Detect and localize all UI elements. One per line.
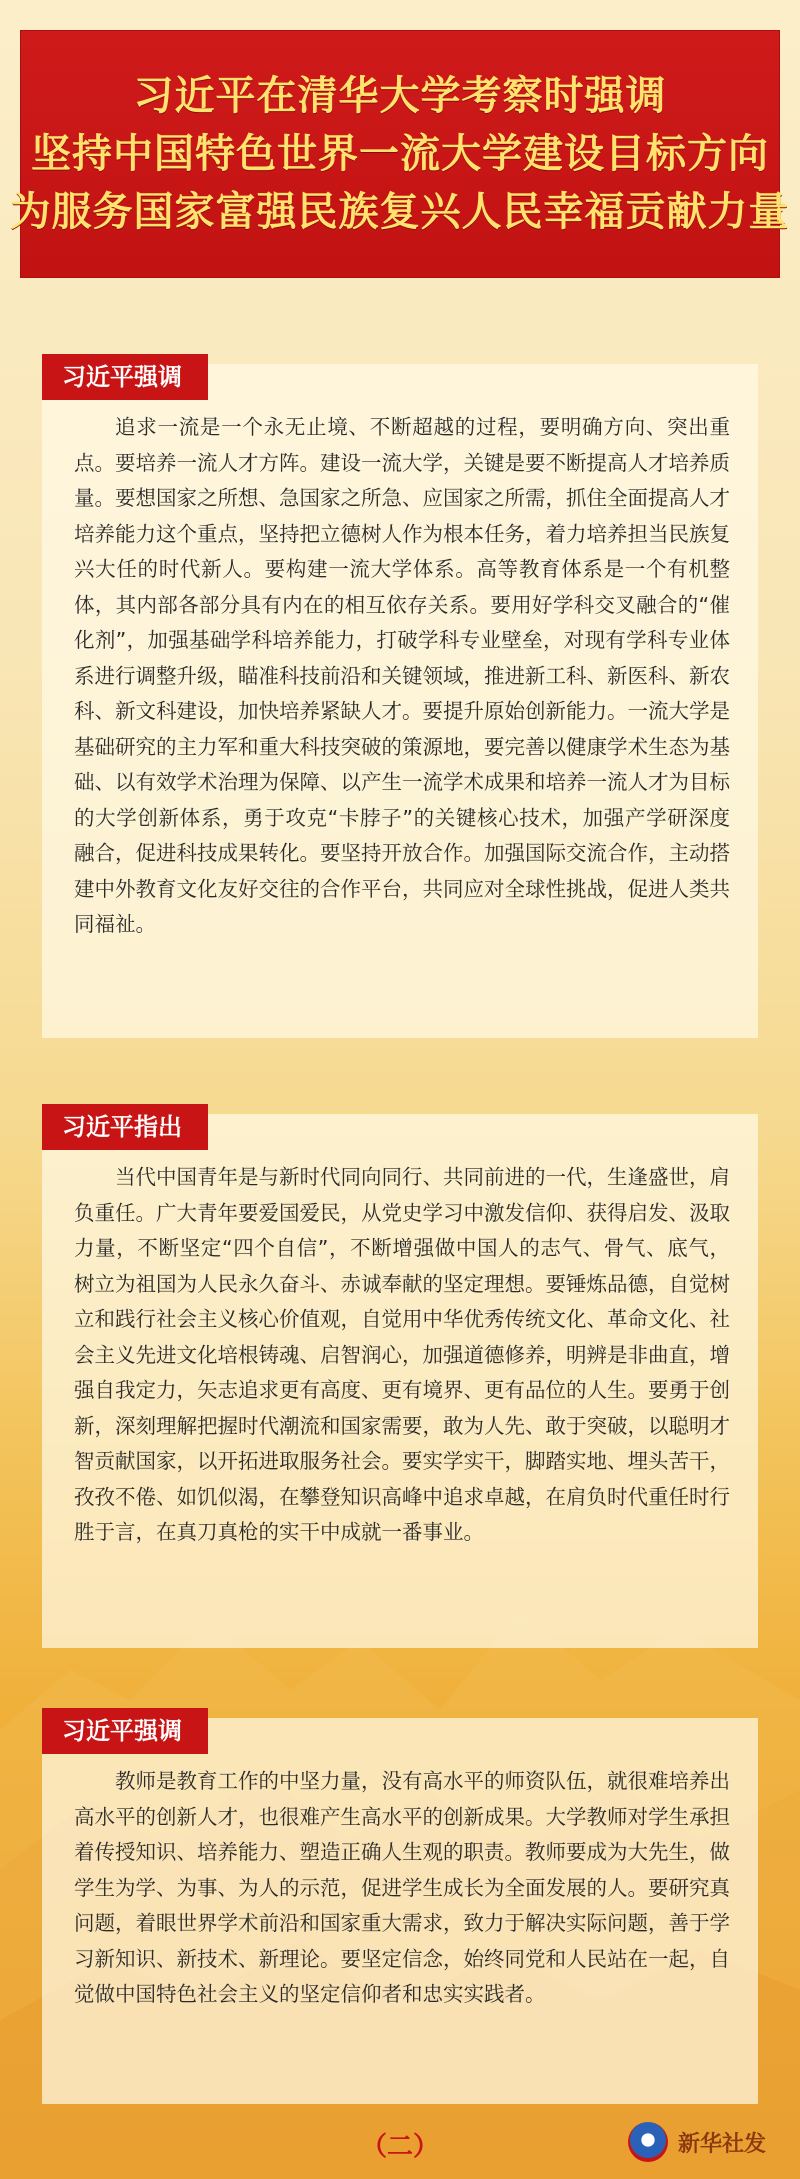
brand bbox=[628, 2122, 766, 2162]
footer bbox=[0, 2118, 800, 2168]
section-tag: 习近平指出 bbox=[42, 1104, 208, 1150]
section-points-out bbox=[42, 1104, 758, 1648]
brand-name: 新华社发 bbox=[677, 2131, 766, 2157]
title-line-3: 为服务国家富强民族复兴人民幸福贡献力量 bbox=[10, 189, 790, 235]
page-number: （二） bbox=[360, 2132, 439, 2162]
section-paragraph: 追求一流是一个永无止境、不断超越的过程，要明确方向、突出重点。要培养一流人才方阵。建设一流大学，关键是要不断提高人才培养质量。要想国家之所想、急国家之所急、应国家之所需，抓住全面提高人才培养能力这个重点，坚持把立德树人作为根本任务，着力培养担当民族复兴大任的时代新人。要构建一流大学体系。高等教育体系是一个有机整体，其内部各部分具有内在的相互依存关系。要用好学科交叉融合的“催化剂”，加强基础学科培养能力，打破学科专业壁垒，对现有学科专业体系进行调整升级，瞄准科技前沿和关键领域，推进新工科、新医科、新农科、新文科建设，加快培养紧缺人才。要提升原始创新能力。一流大学是基础研究的主力军和重大科技突破的策源地，要完善以健康学术生态为基础、以有效学术治理为保障、以产生一流学术成果和培养一流人才为目标的大学创新体系，勇于攻克“卡脖子”的关键核心技术，加强产学研深度融合，促进科技成果转化。要坚持开放合作。加强国际交流合作，主动搭建中外教育文化友好交往的合作平台，共同应对全球性挑战，促进人类共同福祉。 bbox=[74, 415, 730, 936]
section-tag: 习近平强调 bbox=[42, 354, 208, 400]
title-line-2: 坚持中国特色世界一流大学建设目标方向 bbox=[31, 131, 769, 177]
section-emphasis-1 bbox=[42, 354, 758, 1038]
title-line-1: 习近平在清华大学考察时强调 bbox=[133, 73, 667, 119]
section-paragraph: 当代中国青年是与新时代同向同行、共同前进的一代，生逢盛世，肩负重任。广大青年要爱国爱民，从党史学习中激发信仰、获得启发、汲取力量，不断坚定“四个自信”，不断增强做中国人的志气、骨气、底气，树立为祖国为人民永久奋斗、赤诚奉献的坚定理想。要锤炼品德，自觉树立和践行社会主义核心价值观，自觉用中华优秀传统文化、革命文化、社会主义先进文化培根铸魂、启智润心，加强道德修养，明辨是非曲直，增强自我定力，矢志追求更有高度、更有境界、更有品位的人生。要勇于创新，深刻理解把握时代潮流和国家需要，敢为人先、敢于突破，以聪明才智贡献国家，以开拓进取服务社会。要实学实干，脚踏实地、埋头苦干，孜孜不倦、如饥似渴，在攀登知识高峰中追求卓越，在肩负时代重任时行胜于言，在真刀真枪的实干中成就一番事业。 bbox=[74, 1165, 730, 1544]
section-paragraph: 教师是教育工作的中坚力量，没有高水平的师资队伍，就很难培养出高水平的创新人才，也很难产生高水平的创新成果。大学教师对学生承担着传授知识、培养能力、塑造正确人生观的职责。教师要成为大先生，做学生为学、为事、为人的示范，促进学生成长为全面发展的人。要研究真问题，着眼世界学术前沿和国家重大需求，致力于解决实际问题，善于学习新知识、新技术、新理论。要坚定信念，始终同党和人民站在一起，自觉做中国特色社会主义的坚定信仰者和忠实实践者。 bbox=[74, 1769, 730, 2006]
title-banner bbox=[10, 30, 790, 278]
section-emphasis-2 bbox=[42, 1708, 758, 2104]
section-tag: 习近平强调 bbox=[42, 1708, 208, 1754]
xinhua-globe-logo-icon bbox=[628, 2122, 668, 2162]
